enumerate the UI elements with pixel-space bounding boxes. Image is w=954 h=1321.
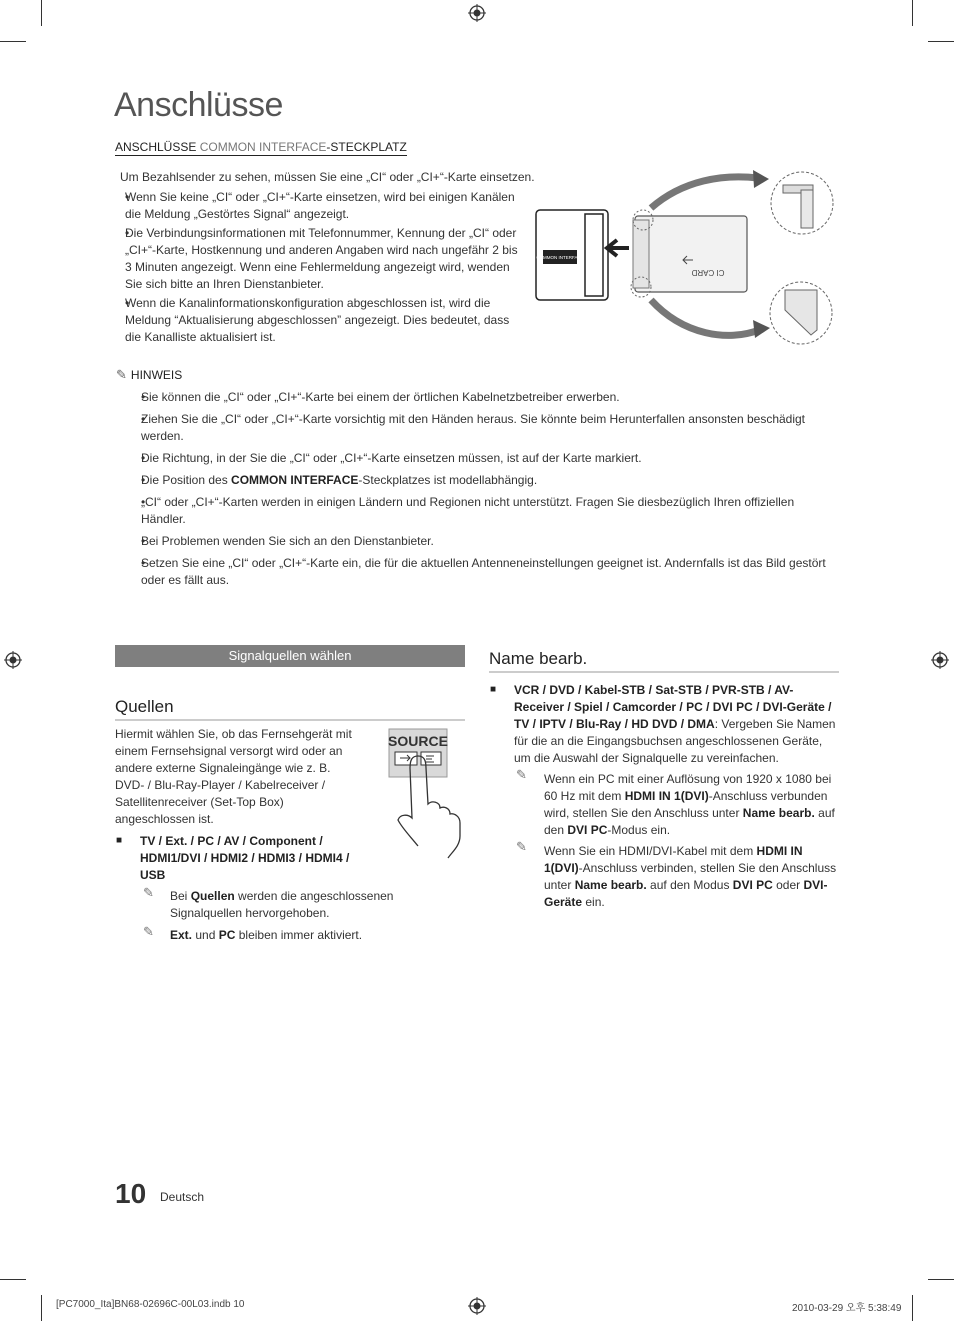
- crop-mark: [41, 0, 42, 26]
- crop-mark: [912, 0, 913, 26]
- list-item: • Wenn die Kanalinformationskonfiguration abgeschlossen ist, wird die Meldung “Aktualisierung abgeschlossen” angezeigt. Dies bedeutet, dass die Kanalliste aktualisiert ist.: [125, 295, 525, 346]
- page-title: Anschlüsse: [114, 86, 283, 124]
- square-bullet-icon: ■: [116, 835, 123, 846]
- quellen-note-1: Bei Quellen werden die angeschlossenen Signalquellen hervorgehoben.: [170, 889, 394, 920]
- name-bearb-note-1: Wenn ein PC mit einer Auflösung von 1920 x 1080 bei 60 Hz mit dem HDMI IN 1(DVI)-Anschluss verbunden wird, stellen Sie den Anschluss unter Name bearb. auf den DVI PC-Modus ein.: [544, 772, 835, 837]
- list-item: • Ziehen Sie die „CI“ oder „CI+“-Karte vorsichtig mit den Händen heraus. Sie könnte beim Herunterfallen ansonsten beschädigt werden.: [141, 411, 841, 445]
- footer-file-info: [PC7000_Ita]BN68-02696C-00L03.indb 10: [56, 1299, 245, 1310]
- crop-mark: [0, 41, 26, 42]
- note-pencil-icon: ✎: [116, 367, 127, 382]
- ci-bullet-list: [125, 189, 525, 348]
- note-pencil-icon: ✎: [143, 924, 154, 939]
- quellen-note-2: Ext. und PC bleiben immer aktiviert.: [170, 928, 363, 942]
- list-item: • Die Richtung, in der Sie die „CI“ oder „CI+“-Karte einsetzen müssen, ist auf der Karte markiert.: [141, 450, 841, 467]
- note-pencil-icon: ✎: [516, 767, 527, 782]
- crop-mark: [41, 1295, 42, 1321]
- source-button-label: SOURCE: [388, 733, 448, 749]
- quellen-heading: Quellen: [115, 697, 465, 721]
- list-item: • „CI“ oder „CI+“-Karten werden in einigen Ländern und Regionen nicht unterstützt. Fragen Sie diesbezüglich Ihren offiziellen Händler.: [141, 494, 841, 528]
- name-bearb-heading: Name bearb.: [489, 649, 839, 673]
- list-item: • Setzen Sie eine „CI“ oder „CI+“-Karte ein, die für die aktuellen Antenneneinstellungen geeignet ist. Andernfalls ist das Bild gestört oder es fällt aus.: [141, 555, 841, 589]
- name-bearb-note-2: Wenn Sie ein HDMI/DVI-Kabel mit dem HDMI IN 1(DVI)-Anschluss verbinden, stellen Sie den Anschluss unter Name bearb. auf den Modus DVI PC oder DVI-Geräte ein.: [544, 844, 837, 909]
- list-item: • Sie können die „CI“ oder „CI+“-Karte bei einem der örtlichen Kabelnetzbetreiber erwerben.: [141, 389, 841, 406]
- crop-mark: [912, 1295, 913, 1321]
- hinweis-heading: [116, 367, 182, 383]
- name-bearb-item: VCR / DVD / Kabel-STB / Sat-STB / PVR-STB / AV-Receiver / Spiel / Camcorder / PC / DVI PC / DVI-Geräte / TV / IPTV / Blu-Ray / HD DVD / DMA: Vergeben Sie Namen für die an die Eingangsbuchsen angeschlossenen Geräte, um die Auswahl der Signalquelle zu vereinfachen.: [514, 683, 836, 765]
- registration-mark-icon: [931, 651, 949, 669]
- square-bullet-icon: ■: [490, 684, 497, 695]
- note-pencil-icon: ✎: [516, 839, 527, 854]
- ci-intro: Um Bezahlsender zu sehen, müssen Sie eine „CI“ oder „CI+“-Karte einsetzen.: [120, 170, 535, 184]
- list-item: • Wenn Sie keine „CI“ oder „CI+“-Karte einsetzen, wird bei einigen Kanälen die Meldung „Gestörtes Signal“ angezeigt.: [125, 189, 525, 223]
- list-item: • Bei Problemen wenden Sie sich an den Dienstanbieter.: [141, 533, 841, 550]
- registration-mark-icon: [468, 1297, 486, 1315]
- hinweis-label: HINWEIS: [130, 368, 183, 382]
- list-item: • Die Verbindungsinformationen mit Telefonnummer, Kennung der „CI“ oder „CI+“-Karte, Hostkennung und anderen Angaben wird nach ungefähr 2 bis 3 Minuten angezeigt. Wenn eine Fehlermeldung angezeigt wird, wenden Sie sich bitte an Ihren Dienstanbieter.: [125, 225, 525, 293]
- note-pencil-icon: ✎: [143, 885, 154, 900]
- page-language: Deutsch: [160, 1190, 205, 1204]
- crop-mark: [928, 41, 954, 42]
- ci-section-heading: [115, 140, 407, 156]
- page-number: 10: [115, 1178, 147, 1209]
- quellen-item: TV / Ext. / PC / AV / Component / HDMI1/DVI / HDMI2 / HDMI3 / HDMI4 / USB: [140, 834, 350, 882]
- quellen-text: Hiermit wählen Sie, ob das Fernsehgerät mit einem Fernsehsignal versorgt wird oder an andere externe Signaleingänge wie z. B. DVD- / Blu-Ray-Player / Kabelreceiver / Satellitenreceiver (Set-Top Box) angeschlossen ist.: [115, 727, 352, 826]
- heading-text: ANSCHLÜSSE: [115, 140, 200, 154]
- footer-timestamp: 2010-03-29 오후 5:38:49: [792, 1303, 902, 1314]
- ci-card-diagram: [533, 170, 835, 350]
- crop-mark: [0, 1279, 26, 1280]
- crop-mark: [928, 1279, 954, 1280]
- heading-text: -STECKPLATZ: [326, 140, 407, 154]
- hinweis-list: [141, 389, 841, 594]
- list-item: • Die Position des COMMON INTERFACE-Steckplatzes ist modellabhängig.: [141, 472, 841, 489]
- signal-source-bar: Signalquellen wählen: [115, 645, 465, 667]
- heading-text-highlight: COMMON INTERFACE: [199, 140, 327, 154]
- registration-mark-icon: [468, 4, 486, 22]
- source-button-hand-icon: [388, 728, 463, 860]
- ci-card-label: CI CARD: [691, 268, 725, 277]
- common-interface-label: COMMON INTERFACE: [536, 255, 584, 260]
- registration-mark-icon: [4, 651, 22, 669]
